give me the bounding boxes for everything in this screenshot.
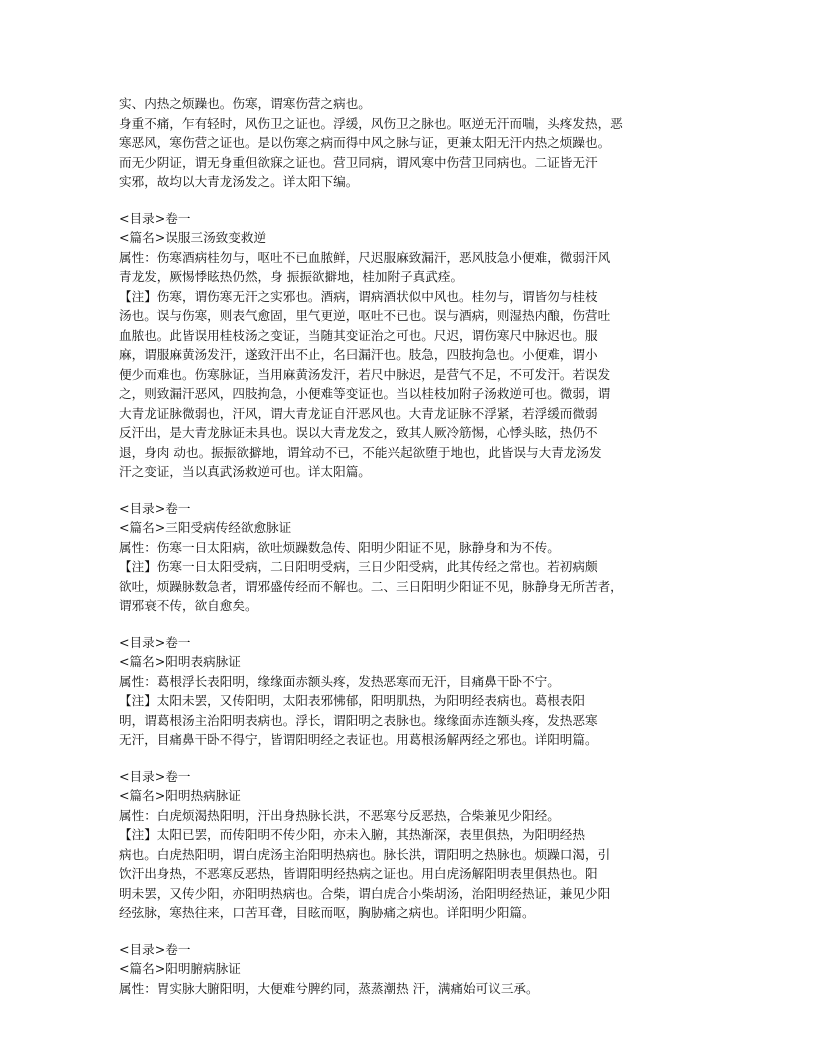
text-line: 汤也。误与伤寒，则表气愈固，里气更逆，呕吐不已也。误与酒病，则湿热内酿，伤营吐 [119, 308, 611, 323]
text-line: 身重不痛，乍有轻时，风伤卫之证也。浮缓，风伤卫之脉也。呕逆无汗而喘，头疼发热，恶 [119, 115, 623, 131]
text-line: 属性：白虎烦渴热阳明，汗出身热脉长洪，不恶寒兮反恶热，合柴兼见少阳经。 [119, 807, 560, 823]
text-line: 寒恶风，寒伤营之证也。是以伤寒之病而得中风之脉与证，更兼太阳无汗内热之烦躁也。 [119, 135, 611, 150]
document-page [119, 94, 719, 998]
text-line: <篇名>阳明表病脉证 [119, 654, 241, 669]
blank-line [119, 192, 719, 209]
text-line: <篇名>阳明腑病脉证 [119, 961, 241, 976]
blank-line [119, 616, 719, 633]
text-line: <目录>卷一 [119, 941, 191, 957]
text-line: 饮汗出身热，不恶寒反恶热，皆谓阳明经热病之证也。用白虎汤解阳明表里俱热也。阳 [119, 866, 598, 881]
text-line: 之，则致漏汗恶风，四肢拘急，小便难等变证也。当以桂枝加附子汤救逆可也。微弱，谓 [119, 386, 611, 401]
text-line: <目录>卷一 [119, 210, 191, 226]
text-line: 【注】伤寒一日太阳受病，二日阳明受病，三日少阳受病，此其传经之常也。若初病颇 [119, 559, 598, 574]
text-line: 欲吐，烦躁脉数急者，谓邪盛传经而不解也。二、三日阳明少阳证不见，脉静身无所苦者， [119, 578, 623, 594]
text-line: 大青龙证脉微弱也，汗风，谓大青龙证自汗恶风也。大青龙证脉不浮紧，若浮缓而微弱 [119, 405, 598, 421]
text-line: 退，身肉 动也。振振欲擗地，谓耸动不已，不能兴起欲堕于地也，此皆误与大青龙汤发 [119, 444, 602, 460]
text-line: 属性：胃实脉大腑阳明，大便难兮脾约同，蒸蒸潮热 汗，满痛始可议三承。 [119, 980, 539, 996]
blank-line [119, 923, 719, 940]
text-line: 血脓也。此皆误用桂枝汤之变证，当随其变证治之可也。尺迟，谓伤寒尺中脉迟也。服 [119, 327, 598, 343]
document-text [119, 94, 719, 998]
text-line: 汗之变证，当以真武汤救逆可也。详太阳篇。 [119, 464, 371, 479]
text-line: 【注】太阳已罢，而传阳明不传少阳，亦未入腑，其热渐深，表里俱热，为阳明经热 [119, 827, 585, 842]
text-line: 【注】太阳未罢，又传阳明，太阳表邪怫郁，阳明肌热，为阳明经表病也。葛根表阳 [119, 693, 585, 708]
text-line: 明未罢，又传少阳，亦阳明热病也。合柴，谓白虎合小柴胡汤，治阳明经热证，兼见少阳 [119, 885, 611, 901]
text-line: 而无少阴证，谓无身重但欲寐之证也。营卫同病，谓风寒中伤营卫同病也。二证皆无汗 [119, 154, 598, 170]
text-line: 实邪，故均以大青龙汤发之。详太阳下编。 [119, 174, 359, 189]
text-line: <目录>卷一 [119, 768, 191, 784]
text-line: <目录>卷一 [119, 500, 191, 516]
blank-line [119, 750, 719, 767]
text-line: <篇名>三阳受病传经欲愈脉证 [119, 520, 292, 535]
text-line: 【注】伤寒，谓伤寒无汗之实邪也。酒病，谓病酒状似中风也。桂勿与，谓皆勿与桂枝 [119, 288, 598, 304]
text-line: 病也。白虎热阳明，谓白虎汤主治阳明热病也。脉长洪，谓阳明之热脉也。烦躁口渴，引 [119, 846, 611, 862]
text-line: 属性：伤寒一日太阳病，欲吐烦躁数急传、阳明少阳证不见，脉静身和为不传。 [119, 539, 560, 555]
text-line: 谓邪衰不传，欲自愈矣。 [119, 598, 258, 613]
text-line: 便少而难也。伤寒脉证，当用麻黄汤发汗，若尺中脉迟，是营气不足，不可发汗。若误发 [119, 366, 611, 382]
text-line: 无汗，目痛鼻干卧不得宁，皆谓阳明经之表证也。用葛根汤解两经之邪也。详阳明篇。 [119, 732, 598, 747]
text-line: 实、内热之烦躁也。伤寒，谓寒伤营之病也。 [119, 96, 371, 111]
blank-line [119, 482, 719, 499]
text-line: 经弦脉，寒热往来，口苦耳聋，目眩而呕，胸胁痛之病也。详阳明少阳篇。 [119, 905, 535, 920]
text-line: 明，谓葛根汤主治阳明表病也。浮长，谓阳明之表脉也。缘缘面赤连额头疼，发热恶寒 [119, 712, 598, 728]
text-line: <篇名>误服三汤致变救逆 [119, 230, 267, 245]
text-line: 属性：伤寒酒病桂勿与，呕吐不已血脓鲜，尺迟服麻致漏汗，恶风肢急小便难，微弱汗风 [119, 249, 611, 265]
text-line: 反汗出，是大青龙脉证未具也。误以大青龙发之，致其人厥冷筋惕，心悸头眩，热仍不 [119, 425, 598, 440]
text-line: 青龙发，厥惕悸眩热仍然，身 振振欲擗地，桂加附子真武痊。 [119, 269, 464, 284]
text-line: <篇名>阳明热病脉证 [119, 788, 241, 803]
text-line: 属性：葛根浮长表阳明，缘缘面赤额头疼，发热恶寒而无汗，目痛鼻干卧不宁。 [119, 673, 560, 689]
text-line: <目录>卷一 [119, 634, 191, 650]
text-line: 麻，谓服麻黄汤发汗，遂致汗出不止，名曰漏汗也。肢急，四肢拘急也。小便难，谓小 [119, 347, 598, 362]
